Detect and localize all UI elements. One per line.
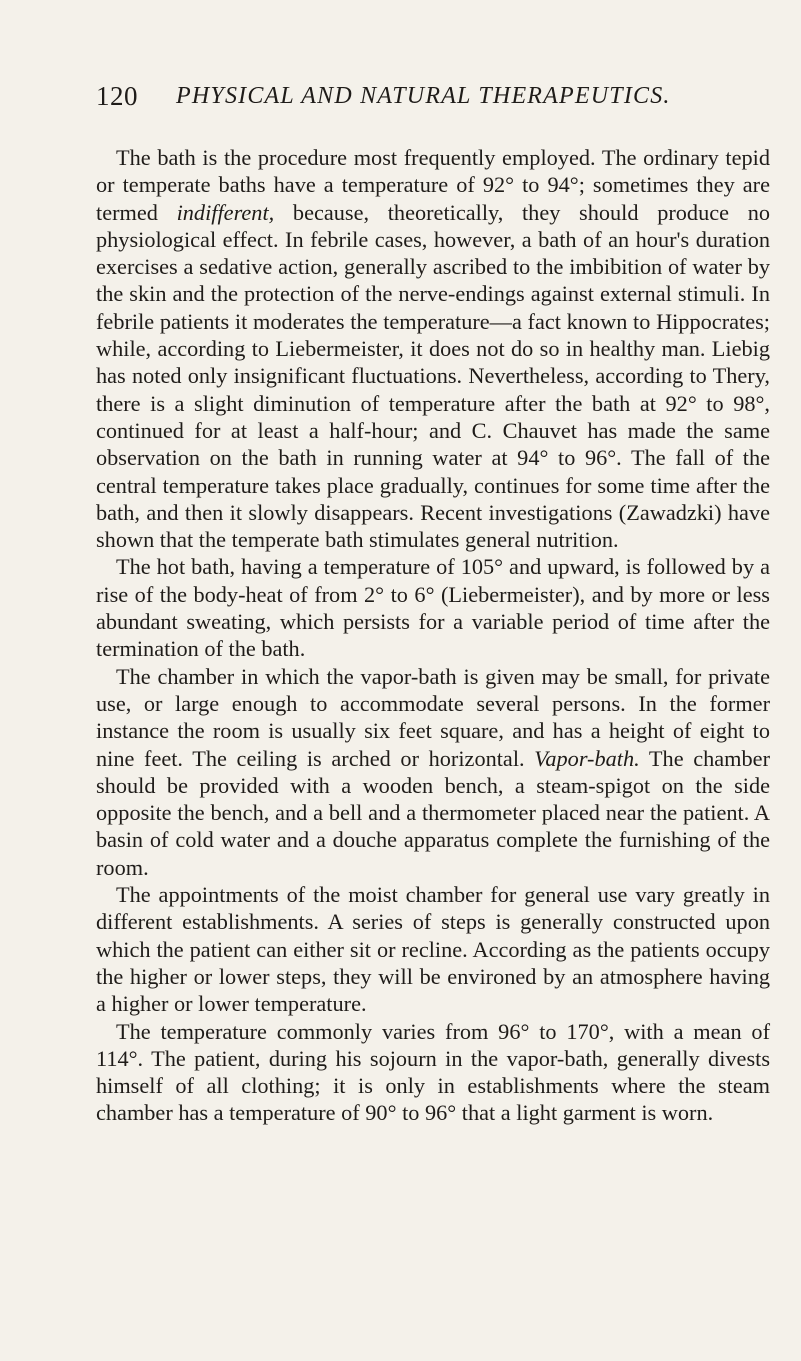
paragraph-hot-bath: The hot bath, having a temperature of 105° and upward, is followed by a rise of the body-heat of from 2° to 6° (Liebermeister), and by more or less abundant sweating, which persists for a variable period of time after the termination of the bath. <box>96 554 770 662</box>
italic-term-vapor-bath: Vapor-bath. <box>534 745 640 771</box>
page-number: 120 <box>96 81 138 111</box>
running-title: PHYSICAL AND NATURAL THERAPEUTICS. <box>176 83 671 109</box>
paragraph-bath-temperate <box>96 144 770 553</box>
paragraph-text: The bath is the procedure most frequently employed. The ordinary tepid or temperate baths have a temperature of 92° to 94°; sometimes they are termed <box>96 145 770 225</box>
paragraph-text: The chamber should be provided with a wooden bench, a steam-spigot on the side opposite the bench, and a bell and a thermometer placed near the patient. A basin of cold water and a douche apparatus complete the furnishing of the room. <box>96 745 770 880</box>
paragraph-text: because, theoretically, they should produce no physiological effect. In febrile cases, however, a bath of an hour's duration exercises a sedative action, generally ascribed to the imbibition of water by the skin and the protection of the nerve-endings against external stimuli. In febrile patients it moderates the temperature—a fact known to Hippocrates; while, according to Liebermeister, it does not do so in healthy man. Liebig has noted only insignificant fluctuations. Nevertheless, according to Thery, there is a slight diminution of temperature after the bath at 92° to 98°, continued for at least a half-hour; and C. Chauvet has made the same observation on the bath in running water at 94° to 96°. The fall of the central temperature takes place gradually, continues for some time after the bath, and then it slowly disappears. Recent investigations (Zawadzki) have shown that the temperate bath stimulates general nutrition. <box>96 199 770 553</box>
running-head <box>96 76 776 116</box>
paragraph-text: The chamber in which the vapor-bath is given may be small, for private use, or large enough to accommodate several persons. In the former instance the room is usually six feet square, and has a height of eight to nine feet. The ceiling is arched or horizontal. <box>96 663 770 771</box>
italic-term-indifferent: indifferent, <box>176 199 275 225</box>
paragraph-moist-chamber: The appointments of the moist chamber for general use vary greatly in different establishments. A series of steps is generally constructed upon which the patient can either sit or recline. According as the patients occupy the higher or lower steps, they will be environed by an atmosphere having a higher or lower temperature. <box>96 882 770 1017</box>
paragraph-vapor-chamber <box>96 663 770 881</box>
paragraph-temperature-range: The temperature commonly varies from 96° to 170°, with a mean of 114°. The patient, during his sojourn in the vapor-bath, generally divests himself of all clothing; it is only in establishments where the steam chamber has a temperature of 90° to 96° that a light garment is worn. <box>96 1018 770 1126</box>
body-text <box>96 144 770 1127</box>
